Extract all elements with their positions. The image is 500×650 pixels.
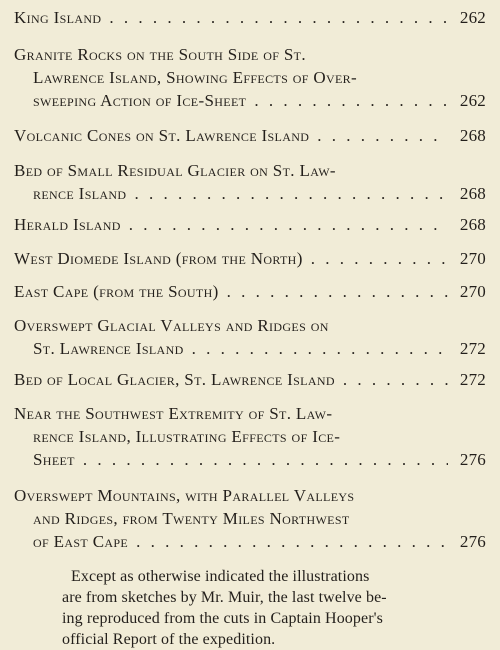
page-number: 270 — [459, 249, 486, 268]
page-number: 262 — [459, 8, 486, 27]
entry-title: King Island — [14, 8, 102, 27]
dot-leader — [128, 530, 448, 553]
dot-leader — [126, 182, 448, 205]
list-item — [14, 280, 486, 303]
dot-leader — [246, 89, 448, 112]
dot-leader — [121, 213, 448, 236]
list-item — [14, 314, 486, 360]
list-item — [14, 247, 486, 270]
list-item — [14, 124, 486, 147]
note-line: Except as otherwise indicated the illustrations — [71, 568, 370, 585]
entry-title: Bed of Small Residual Glacier on St. Law- — [14, 161, 336, 180]
page-number: 276 — [459, 450, 486, 469]
list-item — [14, 213, 486, 236]
page-number: 268 — [459, 184, 486, 203]
entry-title: of East Cape — [33, 532, 129, 551]
entry-title: Granite Rocks on the South Side of St. — [14, 45, 306, 64]
note-line: ing reproduced from the cuts in Captain Hooper's — [62, 610, 383, 627]
entry-title: rence Island — [33, 184, 127, 203]
entry-title: Near the Southwest Extremity of St. Law- — [14, 404, 333, 423]
dot-leader — [75, 448, 448, 471]
page-number: 272 — [459, 339, 486, 358]
page-number: 262 — [459, 91, 486, 110]
page-number: 272 — [459, 370, 486, 389]
entry-title: East Cape (from the South) — [14, 282, 219, 301]
entry-title: Bed of Local Glacier, St. Lawrence Island — [14, 370, 335, 389]
entry-title: Sheet — [33, 450, 75, 469]
dot-leader — [309, 124, 448, 147]
entry-title: Overswept Glacial Valleys and Ridges on — [14, 316, 329, 335]
illustrations-note — [62, 566, 482, 650]
page-number: 276 — [459, 532, 486, 551]
entry-title: Herald Island — [14, 215, 121, 234]
dot-leader — [303, 247, 448, 270]
entry-title: Overswept Mountains, with Parallel Valleys — [14, 486, 355, 505]
entry-title: rence Island, Illustrating Effects of Ice- — [33, 427, 341, 446]
dot-leader — [184, 337, 448, 360]
entry-title: West Diomede Island (from the North) — [14, 249, 303, 268]
entry-title: sweeping Action of Ice-Sheet — [33, 91, 247, 110]
list-item — [14, 43, 486, 112]
entry-title: and Ridges, from Twenty Miles Northwest — [33, 509, 350, 528]
entry-title: St. Lawrence Island — [33, 339, 184, 358]
page-number: 270 — [459, 282, 486, 301]
entry-title: Lawrence Island, Showing Effects of Over- — [33, 68, 358, 87]
dot-leader — [335, 368, 448, 391]
dot-leader — [219, 280, 448, 303]
note-line: official Report of the expedition. — [62, 631, 276, 648]
entry-title: Volcanic Cones on St. Lawrence Island — [14, 126, 310, 145]
list-item — [14, 6, 486, 29]
note-line: are from sketches by Mr. Muir, the last twelve be- — [62, 589, 387, 606]
page-number: 268 — [459, 126, 486, 145]
list-item — [14, 159, 486, 205]
list-item — [14, 484, 486, 553]
list-item — [14, 402, 486, 471]
list-item — [14, 368, 486, 391]
dot-leader — [101, 6, 448, 29]
page-number: 268 — [459, 215, 486, 234]
